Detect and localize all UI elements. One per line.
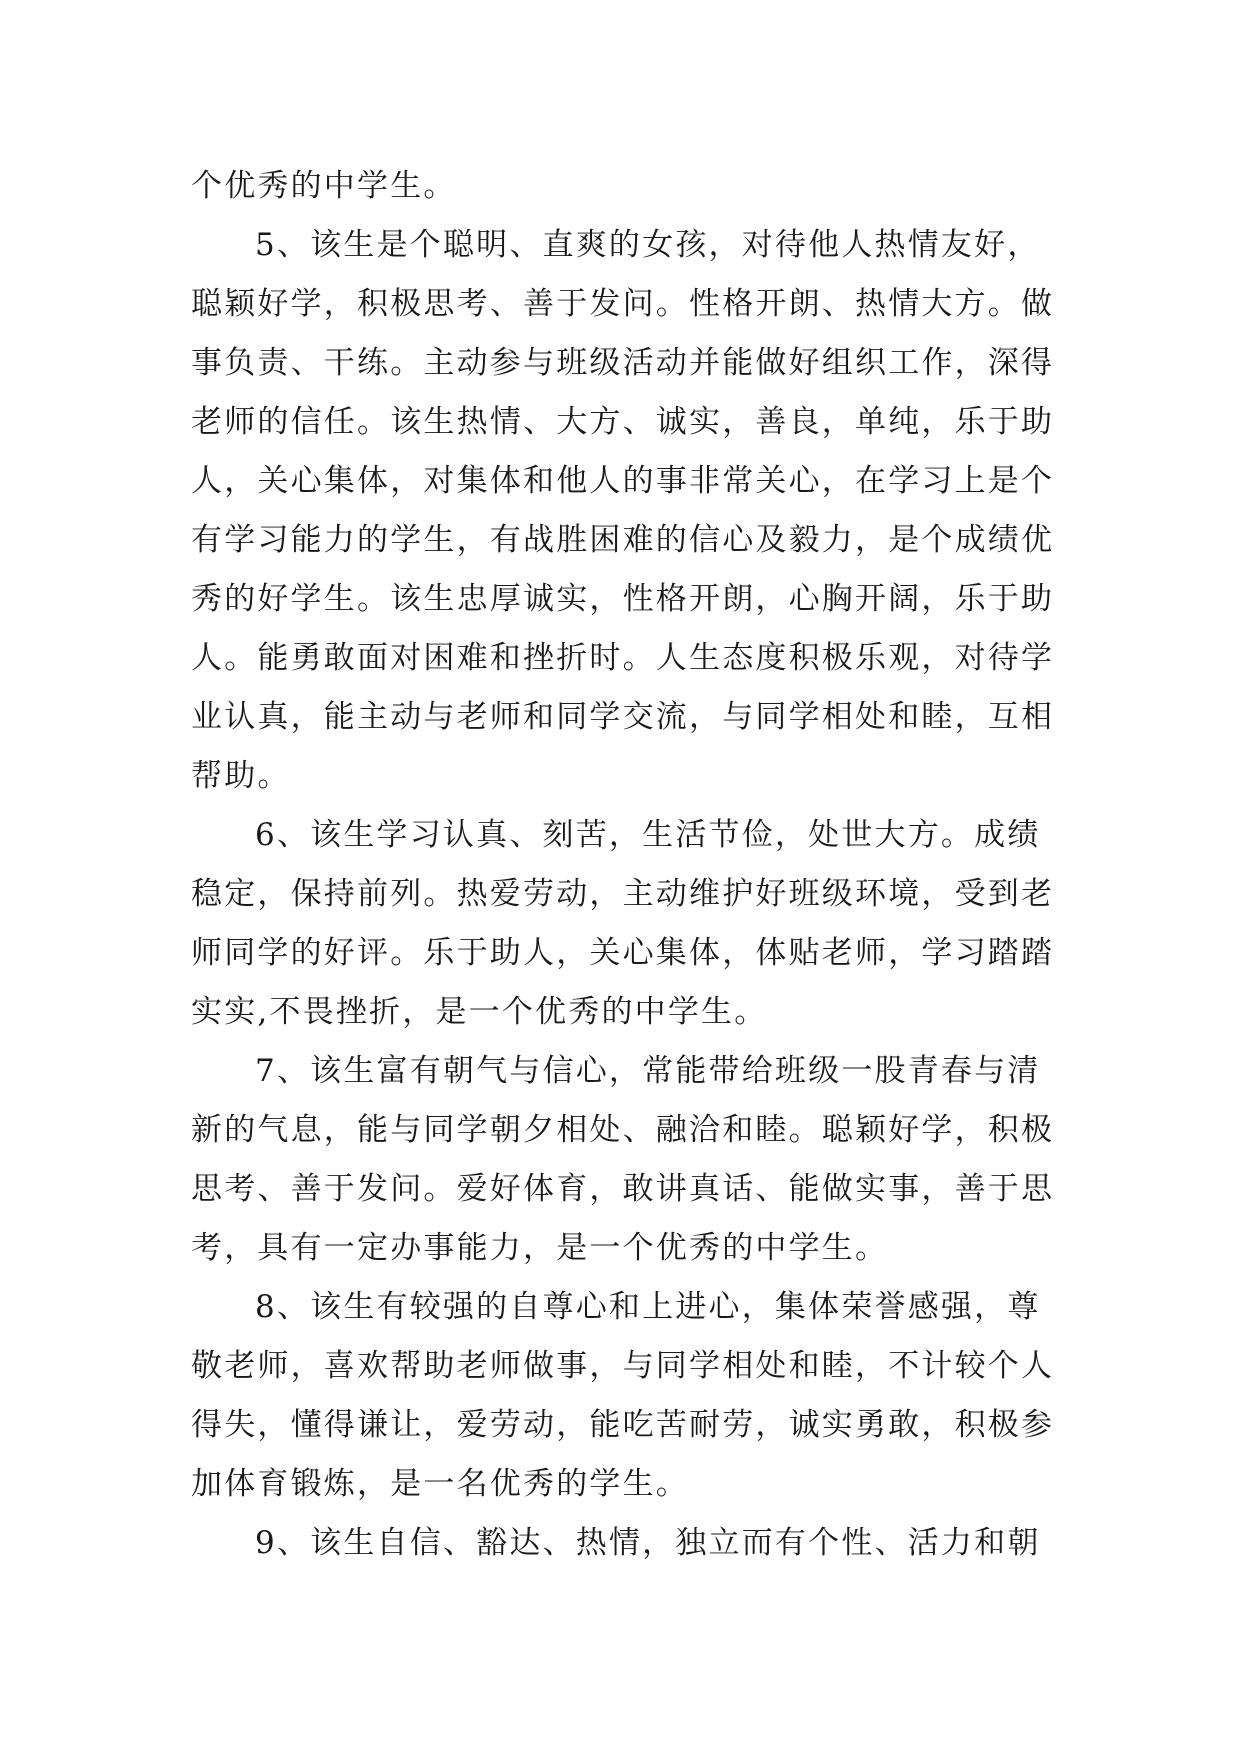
text-line: 帮助。 — [191, 758, 291, 794]
text-line: 业认真，能主动与老师和同学交流，与同学相处和睦，互相 — [191, 699, 1055, 735]
document-body — [191, 157, 1055, 1573]
text-line: 有学习能力的学生，有战胜困难的信心及毅力，是个成绩优 — [191, 522, 1055, 558]
text-line: 秀的好学生。该生忠厚诚实，性格开朗，心胸开阔，乐于助 — [191, 581, 1055, 617]
text-line: 8、该生有较强的自尊心和上进心，集体荣誉感强，尊 — [255, 1289, 1041, 1325]
text-line: 敬老师，喜欢帮助老师做事，与同学相处和睦，不计较个人 — [191, 1348, 1055, 1384]
text-line: 事负责、干练。主动参与班级活动并能做好组织工作，深得 — [191, 345, 1055, 381]
text-line: 个优秀的中学生。 — [191, 168, 457, 204]
text-line: 人，关心集体，对集体和他人的事非常关心，在学习上是个 — [191, 463, 1055, 499]
text-line: 5、该生是个聪明、直爽的女孩，对待他人热情友好， — [255, 227, 1041, 263]
text-line: 9、该生自信、豁达、热情，独立而有个性、活力和朝 — [255, 1525, 1041, 1561]
text-line: 老师的信任。该生热情、大方、诚实，善良，单纯，乐于助 — [191, 404, 1055, 440]
text-line: 加体育锻炼，是一名优秀的学生。 — [191, 1466, 689, 1502]
text-line: 人。能勇敢面对困难和挫折时。人生态度积极乐观，对待学 — [191, 640, 1055, 676]
text-line: 考，具有一定办事能力，是一个优秀的中学生。 — [191, 1230, 889, 1266]
text-line: 7、该生富有朝气与信心，常能带给班级一股青春与清 — [255, 1053, 1041, 1089]
text-line: 师同学的好评。乐于助人，关心集体，体贴老师，学习踏踏 — [191, 935, 1055, 971]
text-line: 6、该生学习认真、刻苦，生活节俭，处世大方。成绩 — [255, 817, 1041, 853]
text-line: 实实,不畏挫折，是一个优秀的中学生。 — [191, 994, 768, 1030]
text-line: 新的气息，能与同学朝夕相处、融洽和睦。聪颖好学，积极 — [191, 1112, 1055, 1148]
text-line: 得失，懂得谦让，爱劳动，能吃苦耐劳，诚实勇敢，积极参 — [191, 1407, 1055, 1443]
text-line: 聪颖好学，积极思考、善于发问。性格开朗、热情大方。做 — [191, 286, 1055, 322]
text-line: 稳定，保持前列。热爱劳动，主动维护好班级环境，受到老 — [191, 876, 1055, 912]
text-line: 思考、善于发问。爱好体育，敢讲真话、能做实事，善于思 — [191, 1171, 1055, 1207]
